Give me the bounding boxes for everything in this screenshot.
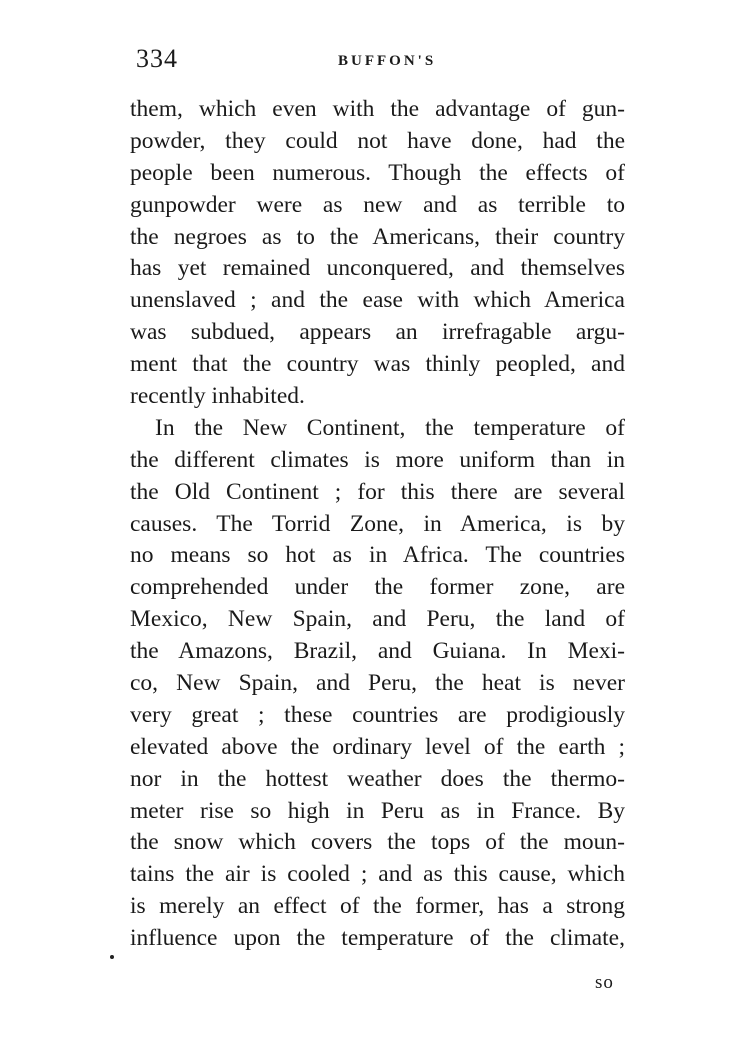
text-line: is merely an effect of the former, has a strong xyxy=(130,893,625,920)
paragraph xyxy=(130,413,625,955)
text-line: influence upon the temperature of the climate, xyxy=(130,925,625,952)
text-line: the negroes as to the Americans, their country xyxy=(130,223,625,250)
text-line: them, which even with the advantage of gun- xyxy=(130,96,625,122)
text-line: was subdued, appears an irrefragable argu- xyxy=(130,319,625,346)
text-line: has yet remained unconquered, and themselves xyxy=(130,255,625,282)
text-line: causes. The Torrid Zone, in America, is by xyxy=(130,510,625,537)
text-line: the Amazons, Brazil, and Guiana. In Mexi- xyxy=(130,638,625,665)
paragraph xyxy=(130,94,625,413)
text-line: gunpowder were as new and as terrible to xyxy=(130,191,625,218)
page-header xyxy=(130,44,630,84)
text-line: powder, they could not have done, had the xyxy=(130,127,625,154)
text-line: nor in the hottest weather does the thermo- xyxy=(130,765,625,792)
text-line: elevated above the ordinary level of the earth ; xyxy=(130,733,625,760)
page-number: 334 xyxy=(136,44,178,73)
text-line: meter rise so high in Peru as in France. By xyxy=(130,797,625,824)
text-line: ment that the country was thinly peopled, and xyxy=(130,351,625,378)
text-line: no means so hot as in Africa. The countries xyxy=(130,542,625,569)
text-line: the different climates is more uniform than in xyxy=(130,446,625,473)
margin-dot xyxy=(110,955,114,959)
text-line: comprehended under the former zone, are xyxy=(130,574,625,601)
text-line: co, New Spain, and Peru, the heat is never xyxy=(130,670,625,697)
catchword: so xyxy=(595,972,614,993)
text-line: very great ; these countries are prodigiously xyxy=(130,701,625,728)
text-line: recently inhabited. xyxy=(130,383,305,410)
text-line: the Old Continent ; for this there are several xyxy=(130,478,625,505)
text-line: In the New Continent, the temperature of xyxy=(155,414,625,441)
text-line: Mexico, New Spain, and Peru, the land of xyxy=(130,606,625,633)
body-text xyxy=(130,94,625,955)
text-line: the snow which covers the tops of the moun- xyxy=(130,829,625,856)
text-line: people been numerous. Though the effects of xyxy=(130,159,625,186)
running-head: BUFFON'S xyxy=(338,53,437,69)
text-line: tains the air is cooled ; and as this cause, which xyxy=(130,861,625,888)
text-line: unenslaved ; and the ease with which America xyxy=(130,287,625,314)
